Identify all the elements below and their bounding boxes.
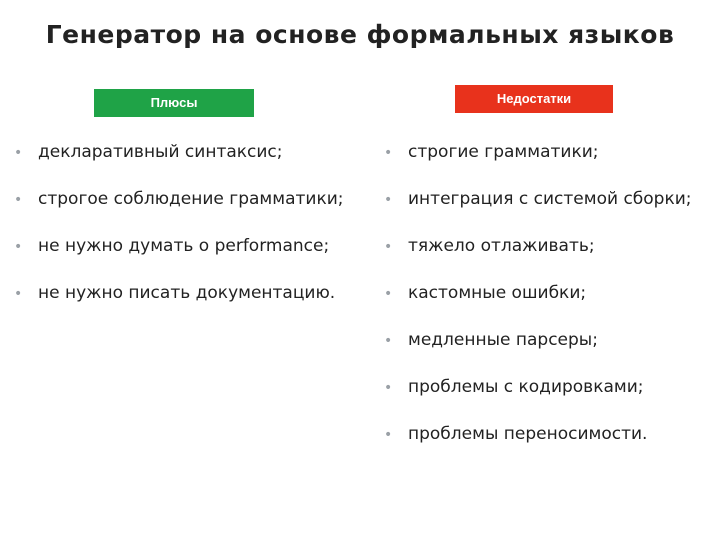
pros-item-text: строгое соблюдение грамматики; (38, 189, 344, 209)
cons-item-text: проблемы с кодировками; (408, 377, 644, 397)
pros-list (14, 134, 364, 322)
cons-list-item (384, 416, 714, 463)
bullet-icon: • (384, 239, 393, 255)
pros-item-text: декларативный синтаксис; (38, 142, 283, 162)
cons-item-text: строгие грамматики; (408, 142, 599, 162)
slide-title: Генератор на основе формальных языков (45, 20, 675, 49)
cons-list-item (384, 275, 714, 322)
bullet-icon: • (384, 192, 393, 208)
bullet-icon: • (14, 239, 23, 255)
cons-item-text: медленные парсеры; (408, 330, 598, 350)
cons-item-text: кастомные ошибки; (408, 283, 587, 303)
cons-list-item (384, 322, 714, 369)
pros-list-item (14, 275, 364, 322)
cons-list-item (384, 181, 714, 228)
pros-list-item (14, 134, 364, 181)
bullet-icon: • (384, 333, 393, 349)
bullet-icon: • (384, 427, 393, 443)
cons-list (384, 134, 714, 463)
cons-list-item (384, 369, 714, 416)
pros-header: Плюсы (94, 89, 254, 117)
pros-item-text: не нужно писать документацию. (38, 283, 336, 303)
bullet-icon: • (14, 286, 23, 302)
cons-item-text: проблемы переносимости. (408, 424, 648, 444)
cons-item-text: тяжело отлаживать; (408, 236, 595, 256)
pros-item-text: не нужно думать о performance; (38, 236, 330, 256)
bullet-icon: • (14, 145, 23, 161)
bullet-icon: • (384, 380, 393, 396)
cons-list-item (384, 228, 714, 275)
pros-list-item (14, 181, 364, 228)
cons-header: Недостатки (455, 85, 613, 113)
pros-list-item (14, 228, 364, 275)
cons-list-item (384, 134, 714, 181)
bullet-icon: • (14, 192, 23, 208)
cons-item-text: интеграция с системой сборки; (408, 189, 692, 209)
bullet-icon: • (384, 286, 393, 302)
bullet-icon: • (384, 145, 393, 161)
